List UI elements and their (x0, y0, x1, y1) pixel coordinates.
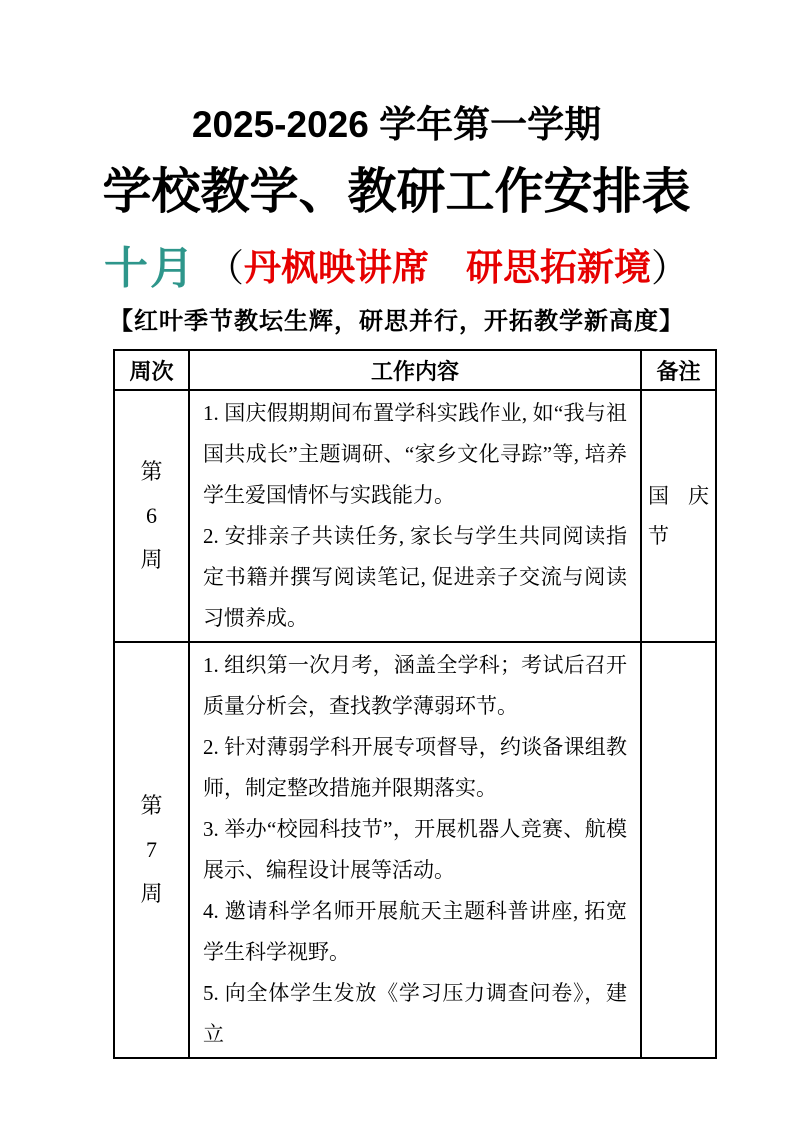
slogan-paren-close: ） (651, 248, 690, 290)
work-item-5: 5. 向全体学生发放《学习压力调查问卷》，建立 (203, 981, 627, 1046)
work-item-4: 4. 邀请科学名师开展航天主题科普讲座, 拓宽学生科学视野。 (203, 899, 627, 964)
month-label: 十月 (103, 244, 196, 293)
col-header-note: 备注 (641, 350, 716, 390)
work-item-1: 1. 国庆假期期间布置学科实践作业, 如“我与祖国共成长”主题调研、“家乡文化寻踪”等, 培养学生爱国情怀与实践能力。 (203, 401, 627, 507)
month-line (0, 240, 793, 298)
slogan-paren-open: （ (205, 248, 244, 290)
week6-cell (114, 390, 189, 642)
note-text: 国庆节 (648, 484, 709, 548)
week7-note-cell (641, 642, 716, 1058)
table-row-week7 (114, 642, 716, 1058)
month-slogan: 丹枫映讲席 研思拓新境 (244, 248, 651, 289)
week7-cell (114, 642, 189, 1058)
doc-title-main: 学校教学、教研工作安排表 (102, 165, 691, 219)
week-char: 周 (140, 881, 163, 906)
table-row-week6 (114, 390, 716, 642)
work-item-1: 1. 组织第一次月考，涵盖全学科；考试后召开质量分析会，查找教学薄弱环节。 (203, 653, 627, 718)
doc-title-semester: 2025-2026 学年第一学期 (191, 104, 602, 145)
week6-content-cell (189, 390, 641, 642)
col-header-week: 周次 (114, 350, 189, 390)
schedule-table (113, 349, 717, 1059)
week6-note-cell (641, 390, 716, 642)
week7-content-cell (189, 642, 641, 1058)
week-char: 第 (140, 793, 163, 818)
theme-banner: 【红叶季节教坛生辉，研思并行，开拓教学新高度】 (109, 308, 684, 335)
table-header-row (114, 350, 716, 390)
week-char: 第 (140, 459, 163, 484)
work-item-2: 2. 安排亲子共读任务, 家长与学生共同阅读指定书籍并撰写阅读笔记, 促进亲子交流与阅读习惯养成。 (203, 524, 627, 630)
work-item-3: 3. 举办“校园科技节”，开展机器人竞赛、航模展示、编程设计展等活动。 (203, 817, 627, 882)
col-header-content: 工作内容 (189, 350, 641, 390)
week-number: 6 (146, 503, 157, 528)
week-char: 周 (140, 547, 163, 572)
week-number: 7 (146, 837, 157, 862)
work-item-2: 2. 针对薄弱学科开展专项督导，约谈备课组教师，制定整改措施并限期落实。 (203, 735, 627, 800)
